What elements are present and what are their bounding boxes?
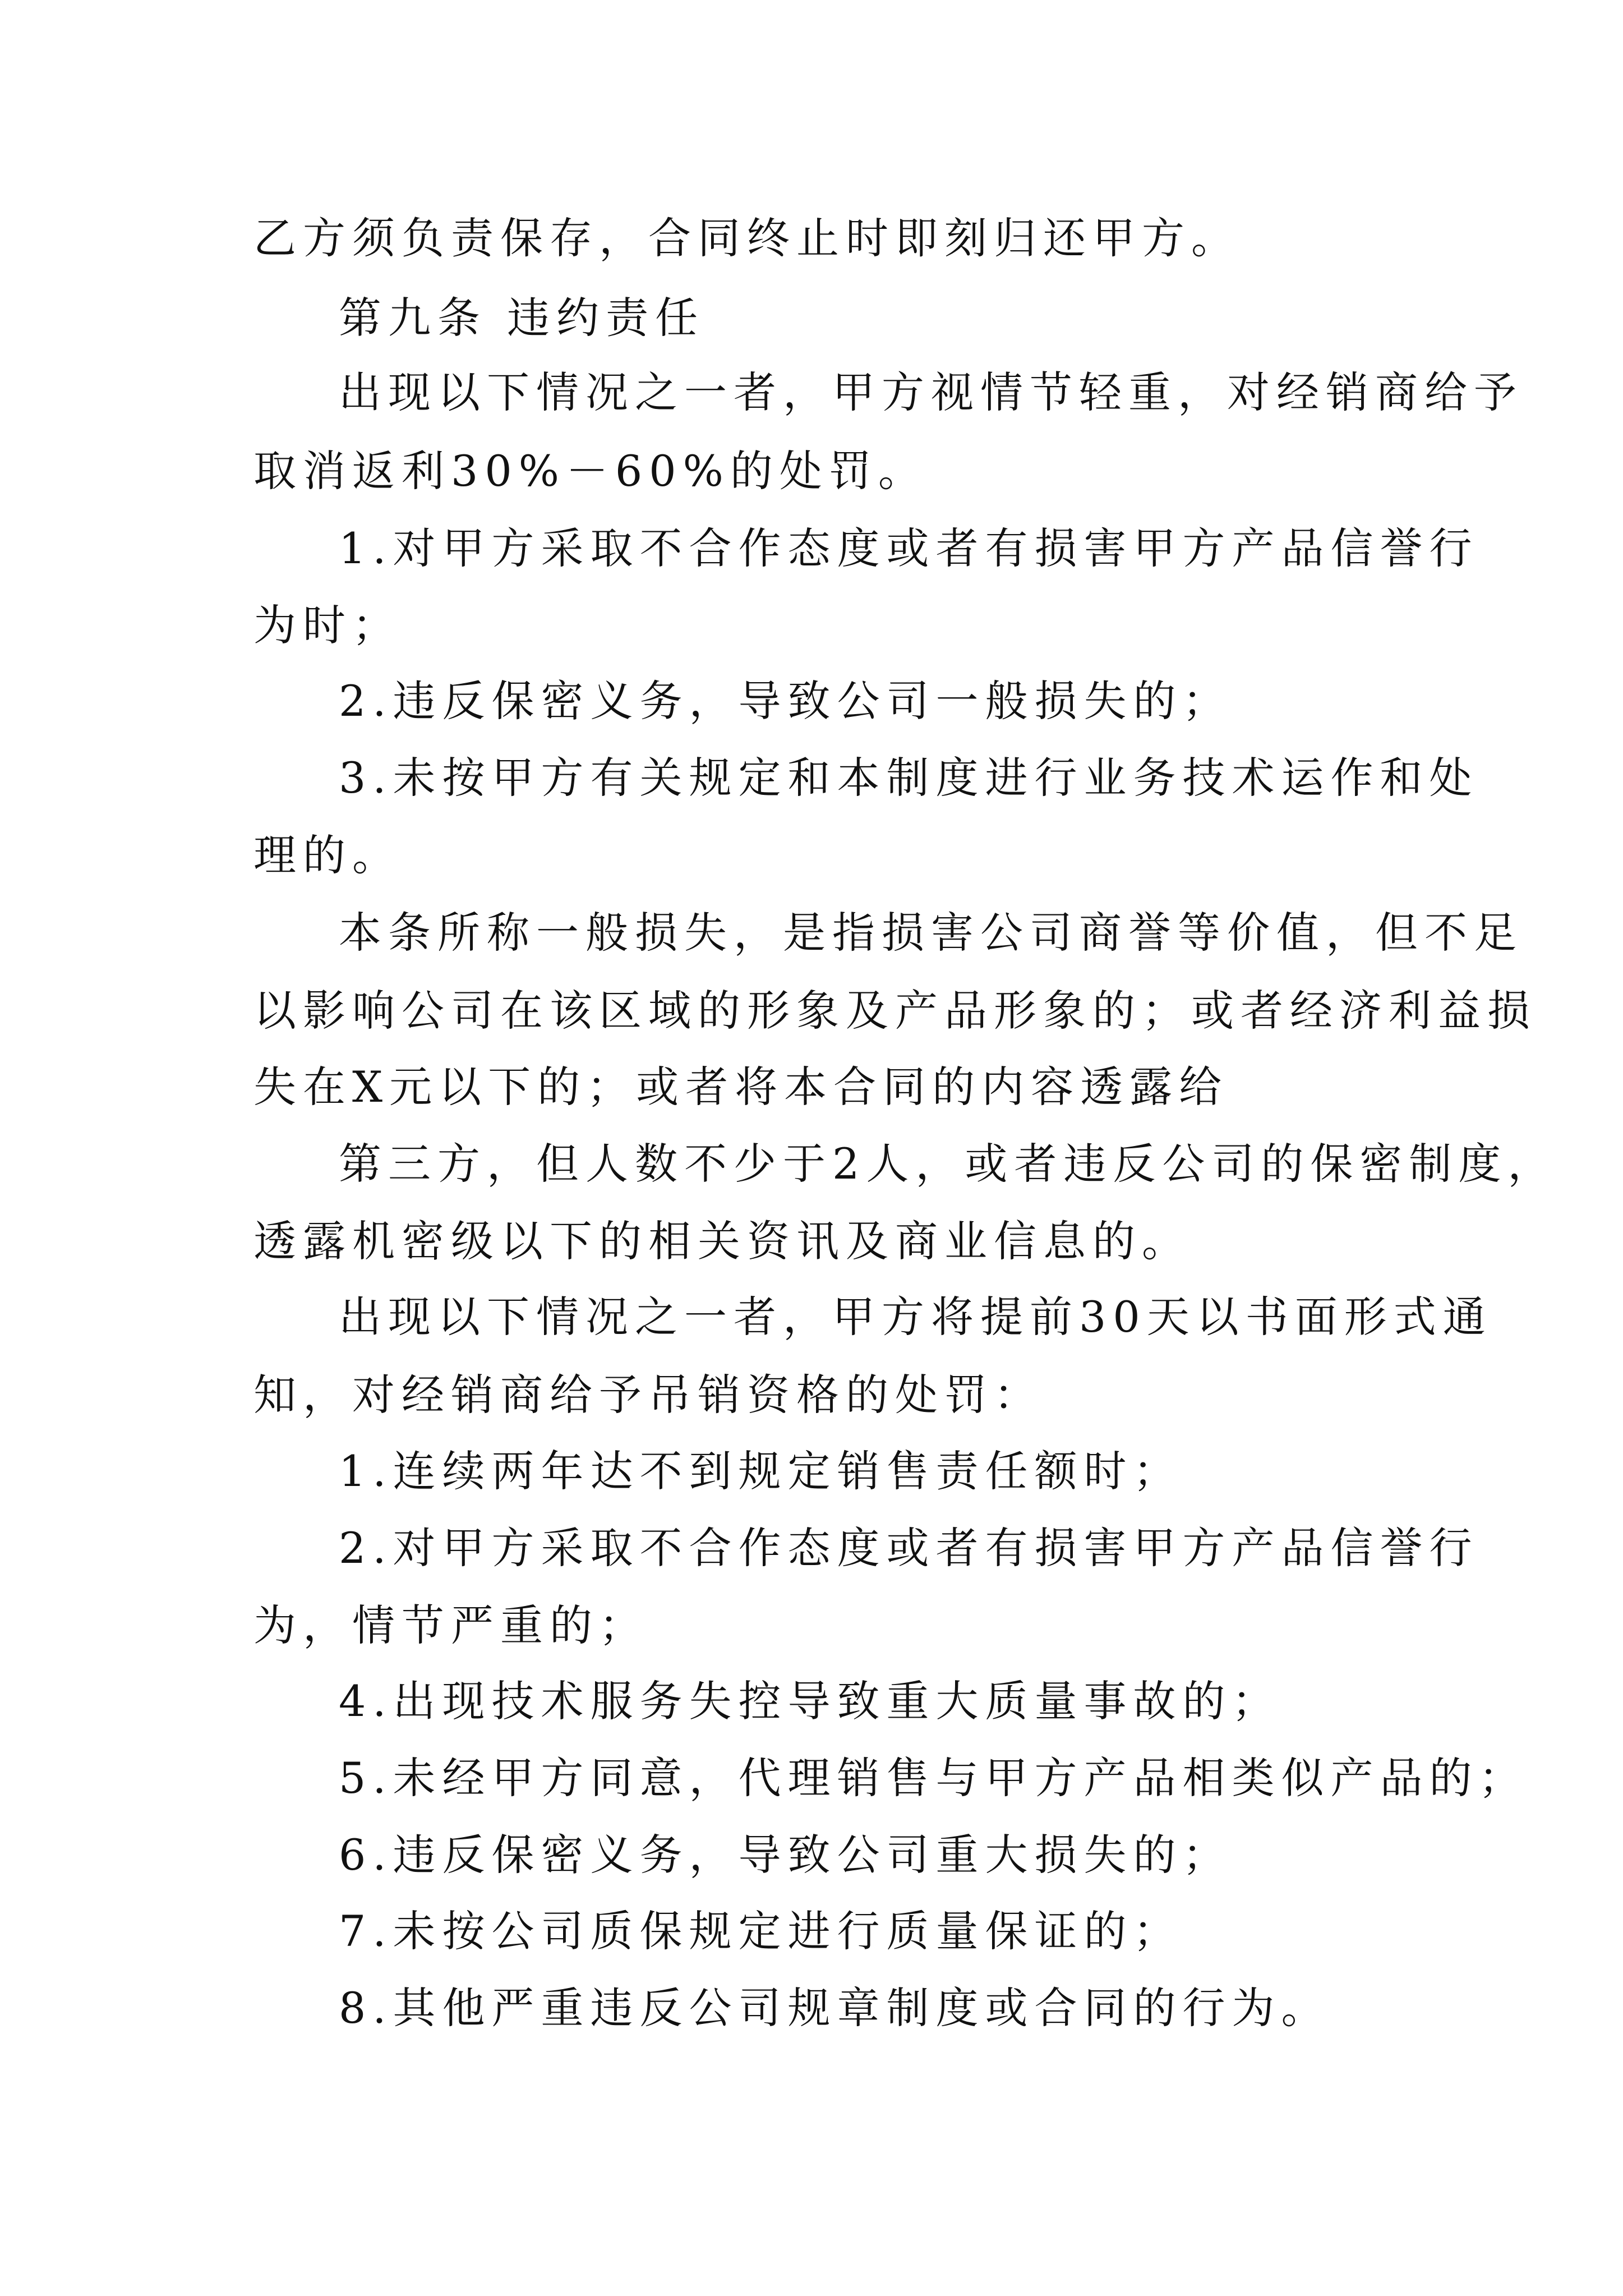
text-line: 第三方，但人数不少于2人，或者违反公司的保密制度， xyxy=(339,1139,1557,1189)
text-line: 透露机密级以下的相关资讯及商业信息的。 xyxy=(253,1216,1191,1266)
text-line: 1.对甲方采取不合作态度或者有损害甲方产品信誉行 xyxy=(339,523,1479,573)
text-line: 以影响公司在该区域的形象及产品形象的；或者经济利益损 xyxy=(253,986,1537,1036)
text-line: 失在X元以下的；或者将本合同的内容透露给 xyxy=(253,1062,1229,1112)
section-heading: 第九条 违约责任 xyxy=(339,293,705,343)
text-line: 4.出现技术服务失控导致重大质量事故的； xyxy=(339,1676,1281,1726)
text-line: 为，情节严重的； xyxy=(253,1600,648,1650)
text-line: 5.未经甲方同意，代理销售与甲方产品相类似产品的； xyxy=(339,1753,1528,1803)
text-line: 7.未按公司质保规定进行质量保证的； xyxy=(339,1906,1183,1956)
text-line: 本条所称一般损失，是指损害公司商誉等价值，但不足 xyxy=(339,908,1523,958)
text-line: 1.连续两年达不到规定销售责任额时； xyxy=(339,1446,1183,1496)
text-line: 乙方须负责保存，合同终止时即刻归还甲方。 xyxy=(253,213,1241,263)
text-line: 8.其他严重违反公司规章制度或合同的行为。 xyxy=(339,1983,1331,2033)
text-line: 为时； xyxy=(253,600,402,650)
text-line: 出现以下情况之一者，甲方视情节轻重，对经销商给予 xyxy=(339,367,1523,417)
text-line: 出现以下情况之一者，甲方将提前30天以书面形式通 xyxy=(339,1292,1492,1342)
text-line: 3.未按甲方有关规定和本制度进行业务技术运作和处 xyxy=(339,753,1479,803)
text-line: 2.违反保密义务，导致公司一般损失的； xyxy=(339,676,1232,726)
text-line: 6.违反保密义务，导致公司重大损失的； xyxy=(339,1830,1232,1880)
text-line: 2.对甲方采取不合作态度或者有损害甲方产品信誉行 xyxy=(339,1523,1479,1573)
text-line: 取消返利30%－60%的处罚。 xyxy=(253,446,928,496)
text-line: 理的。 xyxy=(253,830,402,880)
text-line: 知，对经销商给予吊销资格的处罚： xyxy=(253,1370,1043,1420)
